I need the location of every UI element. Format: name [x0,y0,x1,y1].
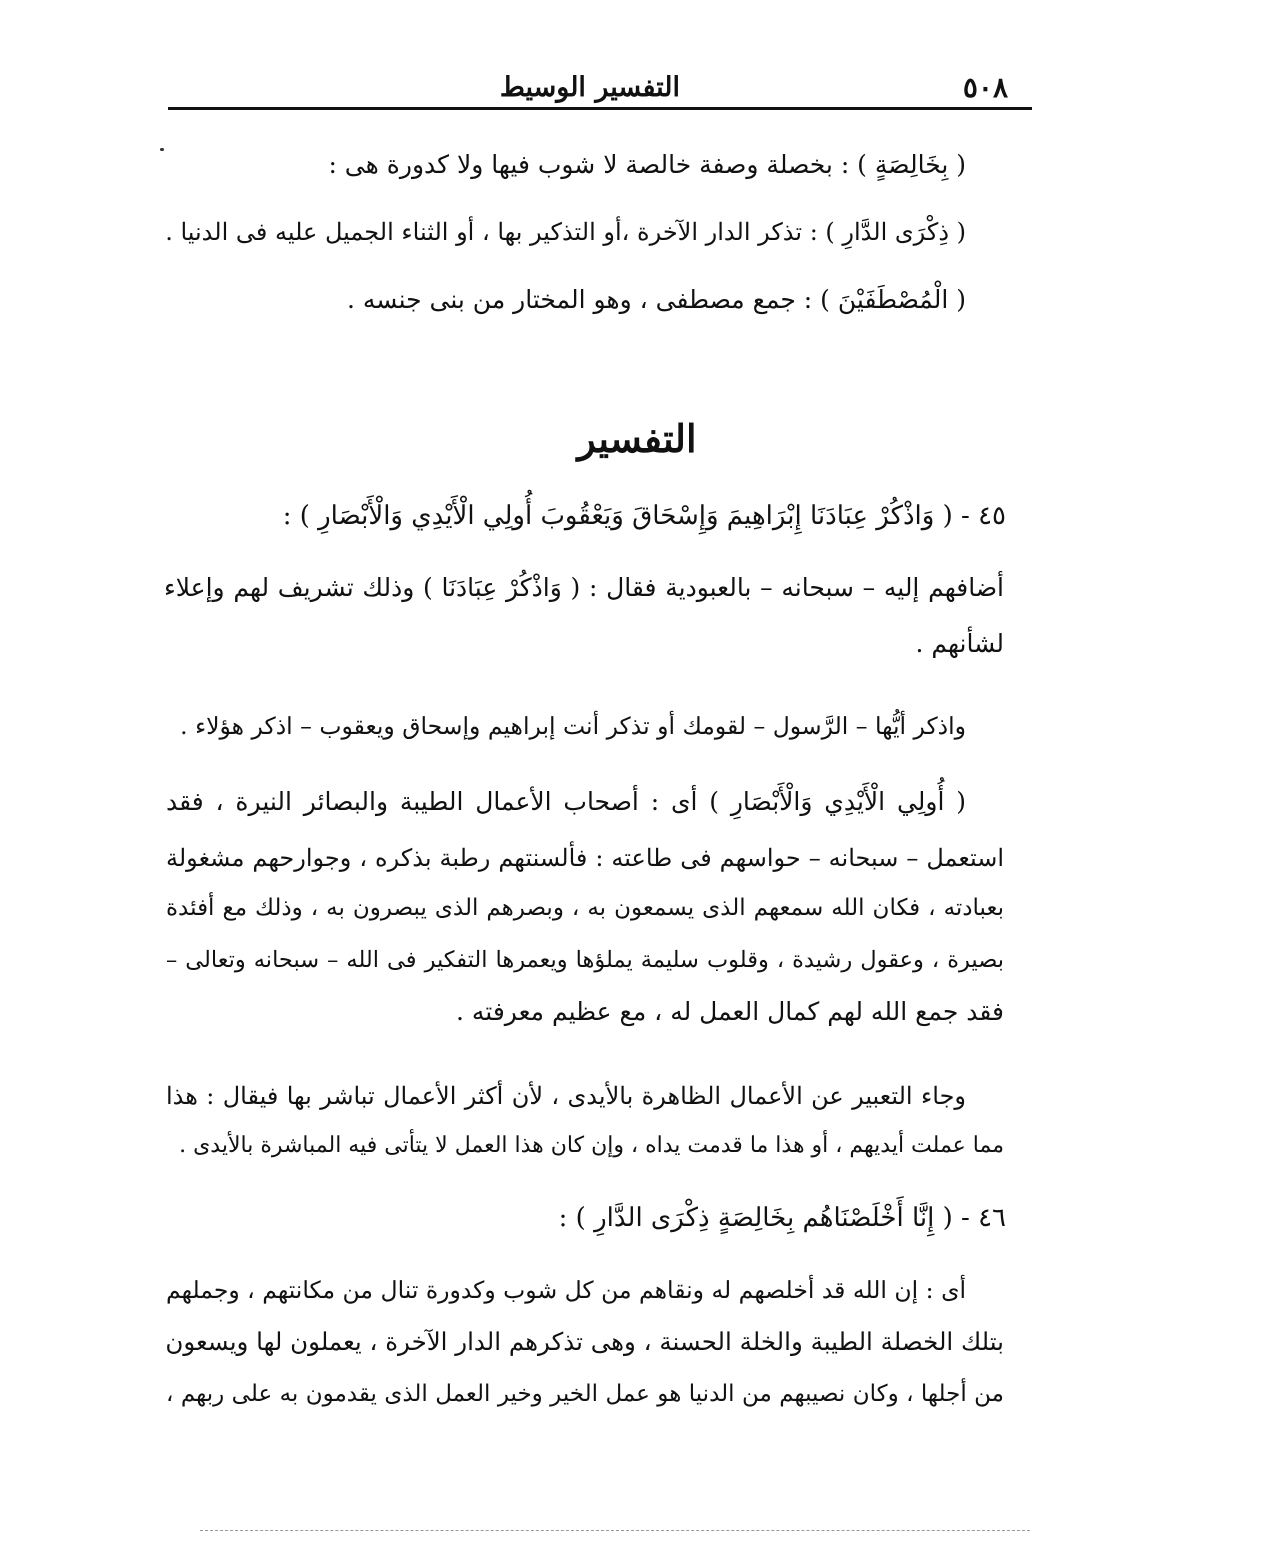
paragraph-3-line: ( أُولِي الْأَيْدِي وَالْأَبْصَارِ ) أى : أصحاب الأعمال الطيبة والبصائر النيرة ، فقد [166,787,966,816]
section-heading: التفسير [577,416,697,461]
paragraph-1-line: لشأنهم . [915,629,1004,658]
verse-46: ٤٦ - ( إِنَّا أَخْلَصْنَاهُم بِخَالِصَةٍ ذِكْرَى الدَّارِ ) : [558,1203,1006,1233]
glossary-line: ( الْمُصْطَفَيْنَ ) : جمع مصطفى ، وهو المختار من بنى جنسه . [346,285,966,314]
paragraph-4-line: وجاء التعبير عن الأعمال الظاهرة بالأيدى ، لأن أكثر الأعمال تباشر بها فيقال : هذا [166,1082,966,1110]
paragraph-3-line: فقد جمع الله لهم كمال العمل له ، مع عظيم معرفته . [456,997,1004,1026]
header-rule [168,107,1032,110]
verse-45: ٤٥ - ( وَاذْكُرْ عِبَادَنَا إِبْرَاهِيمَ وَإِسْحَاقَ وَيَعْقُوبَ أُولِي الْأَيْدِي وَالْأَبْصَارِ ) : [282,501,1006,531]
glossary-line: ( بِخَالِصَةٍ ) : بخصلة وصفة خالصة لا شوب فيها ولا كدورة هى : [328,150,966,179]
paragraph-3-line: بعبادته ، فكان الله سمعهم الذى يسمعون به ، وبصرهم الذى يبصرون به ، وذلك مع أفئدة [166,895,1004,921]
paragraph-2-line: واذكر أيُّها – الرَّسول – لقومك أو تذكر أنت إبراهيم وإسحاق ويعقوب – اذكر هؤلاء . [180,712,966,740]
paragraph-5-line: بتلك الخصلة الطيبة والخلة الحسنة ، وهى تذكرهم الدار الآخرة ، يعملون لها ويسعون [165,1327,1004,1356]
paragraph-1-line: أضافهم إليه – سبحانه – بالعبودية فقال : ( وَاذْكُرْ عِبَادَنَا ) وذلك تشريف لهم وإعلاء [164,573,1004,602]
paragraph-5-line: من أجلها ، وكان نصيبهم من الدنيا هو عمل الخير وخير العمل الذى يقدمون به على ربهم ، [166,1381,1004,1407]
book-title: التفسير الوسيط [499,72,680,103]
paragraph-5-line: أى : إن الله قد أخلصهم له ونقاهم من كل شوب وكدورة تنال من مكانتهم ، وجملهم [166,1276,966,1304]
glossary-line: ( ذِكْرَى الدَّارِ ) : تذكر الدار الآخرة ،أو التذكير بها ، أو الثناء الجميل عليه فى الدنيا . [165,218,966,246]
paragraph-3-line: استعمل – سبحانه – حواسهم فى طاعته : فألسنتهم رطبة بذكره ، وجوارحهم مشغولة [166,844,1004,872]
paragraph-4-line: مما عملت أيديهم ، أو هذا ما قدمت يداه ، وإن كان هذا العمل لا يتأتى فيه المباشرة بالأيدى . [179,1133,1004,1158]
page-number: ٥٠٨ [962,71,1008,104]
paragraph-3-line: بصيرة ، وعقول رشيدة ، وقلوب سليمة يملؤها ويعمرها التفكير فى الله – سبحانه وتعالى – [166,947,1004,973]
scan-edge-line [200,1530,1030,1531]
scan-speck [160,148,164,151]
